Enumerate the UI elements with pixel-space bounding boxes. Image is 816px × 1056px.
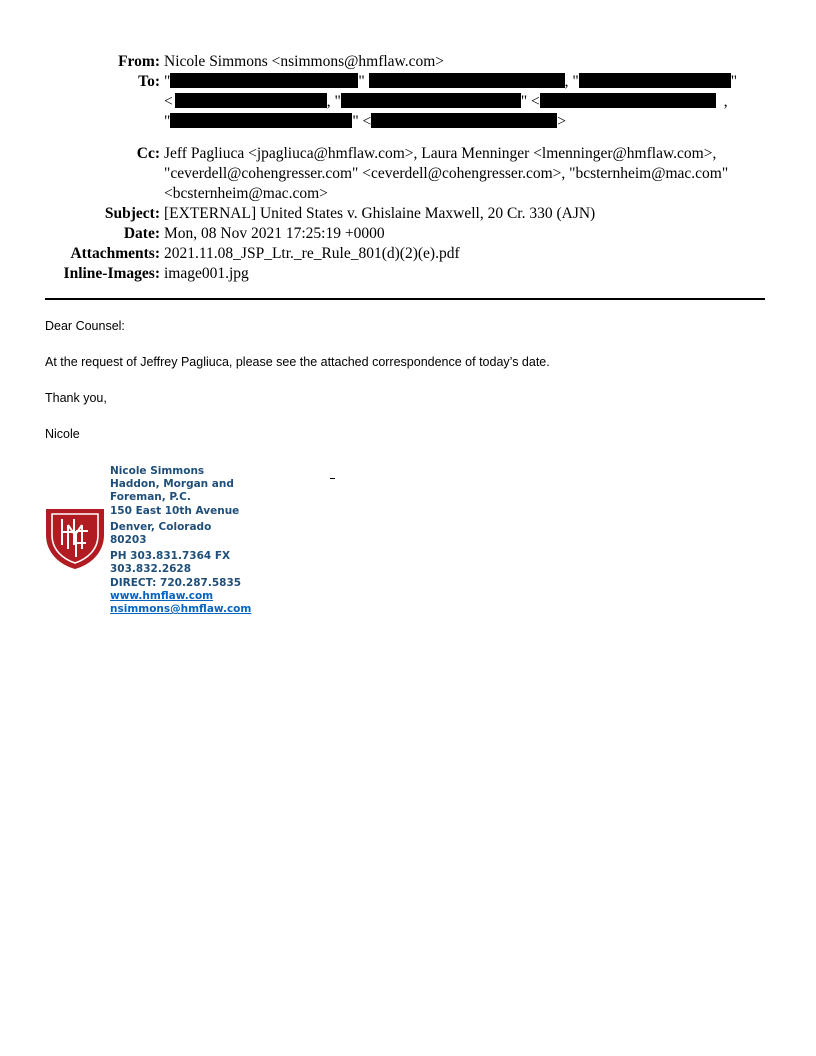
signature-phone: PH 303.831.7364 FX xyxy=(110,550,231,563)
email-header xyxy=(0,52,816,284)
subject-label: Subject: xyxy=(104,205,160,222)
redaction-block xyxy=(175,93,327,108)
email-body xyxy=(45,318,765,462)
signature-direct: DIRECT: 720.287.5835 xyxy=(110,576,242,589)
closing: Thank you, xyxy=(45,391,107,405)
date-row xyxy=(0,224,816,244)
to-punct: , " xyxy=(326,93,341,110)
inline-images-value: image001.jpg xyxy=(164,265,249,282)
to-punct: " xyxy=(730,73,738,90)
cc-line: "ceverdell@cohengresser.com" <ceverdell@cohengresser.com>, "bcsternheim@mac.com" xyxy=(164,165,729,182)
to-line-1 xyxy=(164,72,774,92)
from-label: From: xyxy=(118,53,160,70)
inline-images-label: Inline-Images: xyxy=(63,265,160,282)
signature-phone: 303.832.2628 xyxy=(110,563,192,576)
to-punct: , " xyxy=(564,73,579,90)
to-label: To: xyxy=(138,73,160,90)
sender-name: Nicole xyxy=(45,427,80,441)
redaction-block xyxy=(540,93,716,108)
attachments-label: Attachments: xyxy=(70,245,160,262)
signature-address: Denver, Colorado xyxy=(110,520,212,533)
from-value: Nicole Simmons <nsimmons@hmflaw.com> xyxy=(164,53,445,70)
redaction-block xyxy=(170,113,352,128)
to-line-2 xyxy=(164,92,774,112)
subject-value: [EXTERNAL] United States v. Ghislaine Maxwell, 20 Cr. 330 (AJN) xyxy=(164,205,596,222)
attachments-value: 2021.11.08_JSP_Ltr._re_Rule_801(d)(2)(e).pdf xyxy=(164,245,460,262)
cc-row xyxy=(0,144,816,204)
redaction-block xyxy=(579,73,731,88)
to-punct: " xyxy=(358,73,365,90)
redaction-block xyxy=(369,73,565,88)
cc-value xyxy=(164,144,774,204)
redaction-block xyxy=(371,113,557,128)
body-paragraph: At the request of Jeffrey Pagliuca, please see the attached correspondence of today’s date. xyxy=(45,355,550,369)
to-punct: " < xyxy=(520,93,540,110)
subject-row xyxy=(0,204,816,224)
signature-firm: Haddon, Morgan and xyxy=(110,478,234,491)
website-link[interactable]: www.hmflaw.com xyxy=(110,589,214,602)
date-label: Date: xyxy=(123,225,160,242)
to-punct: > xyxy=(557,113,567,130)
cc-line: Jeff Pagliuca <jpagliuca@hmflaw.com>, Laura Menninger <lmenninger@hmflaw.com>, xyxy=(164,145,717,162)
cc-label: Cc: xyxy=(136,145,160,162)
from-row xyxy=(0,52,816,72)
email-signature xyxy=(110,465,251,616)
signature-address: 80203 xyxy=(110,534,147,547)
to-row xyxy=(0,72,816,132)
date-value: Mon, 08 Nov 2021 17:25:19 +0000 xyxy=(164,225,385,242)
signature-firm: Foreman, P.C. xyxy=(110,491,191,504)
signature-name: Nicole Simmons xyxy=(110,465,205,477)
to-punct: " < xyxy=(352,113,372,130)
inline-images-row xyxy=(0,264,816,284)
email-link[interactable]: nsimmons@hmflaw.com xyxy=(110,603,252,616)
header-divider xyxy=(45,298,765,300)
to-line-3 xyxy=(164,112,774,132)
cc-line: <bcsternheim@mac.com> xyxy=(164,185,328,202)
to-value xyxy=(164,72,774,132)
hmf-shield-logo xyxy=(42,505,108,571)
stray-mark xyxy=(330,478,335,479)
greeting: Dear Counsel: xyxy=(45,319,125,333)
redaction-block xyxy=(170,73,358,88)
redaction-block xyxy=(341,93,521,108)
to-punct: " xyxy=(164,113,171,130)
to-punct: < xyxy=(164,93,173,110)
to-punct: , xyxy=(723,93,728,110)
to-punct: " xyxy=(164,73,171,90)
attachments-row xyxy=(0,244,816,264)
signature-address: 150 East 10th Avenue xyxy=(110,504,240,517)
